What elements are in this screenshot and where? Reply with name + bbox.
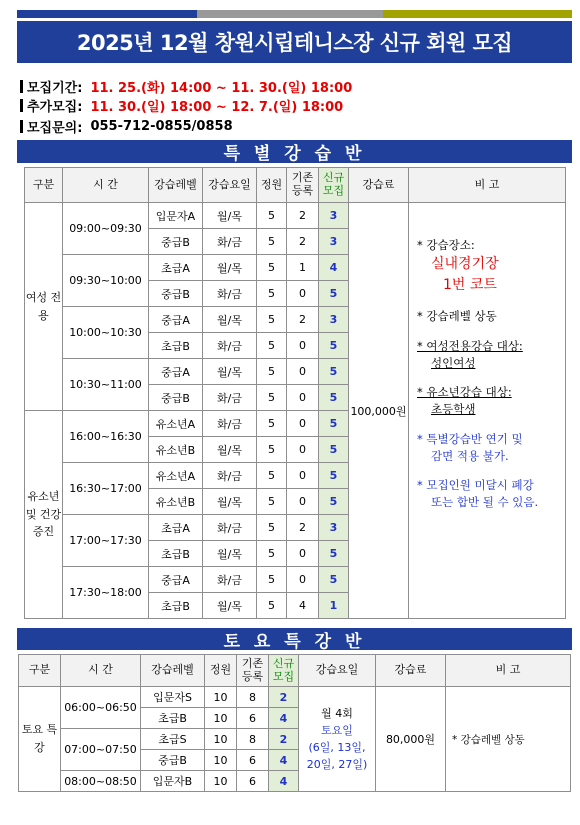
- header-level: 강습레벨: [149, 168, 203, 203]
- header-time: 시 간: [63, 168, 149, 203]
- new-cell: 5: [319, 567, 349, 593]
- day-cell: 화/금: [203, 333, 257, 359]
- info-value: 055-712-0855/0858: [90, 119, 233, 134]
- new-cell: 3: [319, 307, 349, 333]
- level-cell: 중급B: [149, 385, 203, 411]
- note-ext-1: * 특별강습반 연기 및: [417, 431, 523, 446]
- header-capacity: 정원: [205, 655, 237, 687]
- new-cell: 5: [319, 411, 349, 437]
- special-banner: 특 별 강 습 반: [17, 140, 572, 163]
- header-gubun: 구분: [19, 655, 61, 687]
- new-cell: 5: [319, 541, 349, 567]
- bullet-bar: [20, 99, 23, 112]
- info-label: 모집문의:: [27, 121, 83, 136]
- note-min-2: 또는 합반 될 수 있음.: [431, 495, 539, 510]
- level-cell: 초급A: [149, 255, 203, 281]
- level-cell: 중급A: [149, 359, 203, 385]
- note-women-label: * 여성전용강습 대상:: [417, 338, 523, 353]
- level-cell: 초급B: [149, 593, 203, 619]
- new-cell: 5: [319, 359, 349, 385]
- existing-cell: 6: [237, 771, 269, 792]
- header-gubun: 구분: [25, 168, 63, 203]
- note-women-target: 성인여성: [431, 355, 476, 370]
- header-note: 비 고: [409, 168, 566, 203]
- bar-blue: [17, 10, 197, 18]
- top-color-bar: [17, 10, 572, 18]
- page-title: 2025년 12월 창원시립테니스장 신규 회원 모집: [17, 21, 572, 63]
- existing-cell: 0: [287, 359, 319, 385]
- day-cell: 월/목: [203, 593, 257, 619]
- group-name: 유소년 및 건강 증진: [25, 411, 63, 619]
- day-cell: [299, 687, 376, 792]
- existing-cell: 8: [237, 729, 269, 750]
- capacity-cell: 5: [257, 567, 287, 593]
- existing-cell: 0: [287, 541, 319, 567]
- header-existing: 기존 등록: [237, 655, 269, 687]
- info-value: 11. 30.(일) 18:00 ~ 12. 7.(일) 18:00: [90, 100, 344, 115]
- header-new: 신규 모집: [319, 168, 349, 203]
- existing-cell: 0: [287, 385, 319, 411]
- bar-gray: [197, 10, 383, 18]
- existing-cell: 0: [287, 281, 319, 307]
- capacity-cell: 5: [257, 359, 287, 385]
- new-cell: 5: [319, 281, 349, 307]
- new-cell: 4: [269, 708, 299, 729]
- time-slot: 07:00~07:50: [61, 729, 141, 771]
- day-line-1: 월 4회: [321, 706, 353, 720]
- info-period: [20, 77, 352, 96]
- capacity-cell: 5: [257, 229, 287, 255]
- level-cell: 초급S: [141, 729, 205, 750]
- day-line-4: 20일, 27일): [306, 758, 368, 772]
- new-cell: 4: [319, 255, 349, 281]
- capacity-cell: 5: [257, 281, 287, 307]
- capacity-cell: 10: [205, 708, 237, 729]
- group-name: 여성 전용: [25, 203, 63, 411]
- existing-cell: 0: [287, 333, 319, 359]
- day-cell: 화/금: [203, 281, 257, 307]
- day-cell: 월/목: [203, 307, 257, 333]
- header-capacity: 정원: [257, 168, 287, 203]
- new-cell: 3: [319, 229, 349, 255]
- time-slot: 09:00~09:30: [63, 203, 149, 255]
- saturday-banner: 토 요 특 강 반: [17, 628, 572, 650]
- level-cell: 중급B: [141, 750, 205, 771]
- capacity-cell: 5: [257, 463, 287, 489]
- day-line-3: (6일, 13일,: [308, 741, 366, 754]
- level-cell: 입문자B: [141, 771, 205, 792]
- bullet-bar: [20, 120, 23, 133]
- note-place-2: 1번 코트: [443, 277, 497, 294]
- header-time: 시 간: [61, 655, 141, 687]
- level-cell: 유소년B: [149, 437, 203, 463]
- existing-cell: 2: [287, 515, 319, 541]
- header-day: 강습요일: [203, 168, 257, 203]
- level-cell: 중급A: [149, 567, 203, 593]
- day-line-2: 토요일: [321, 723, 353, 737]
- new-cell: 5: [319, 437, 349, 463]
- new-cell: 5: [319, 463, 349, 489]
- day-cell: 화/금: [203, 515, 257, 541]
- capacity-cell: 5: [257, 203, 287, 229]
- level-cell: 초급A: [149, 515, 203, 541]
- existing-cell: 0: [287, 489, 319, 515]
- existing-cell: 2: [287, 307, 319, 333]
- capacity-cell: 5: [257, 489, 287, 515]
- note-min-1: * 모집인원 미달시 폐강: [417, 478, 534, 492]
- time-slot: 10:00~10:30: [63, 307, 149, 359]
- new-cell: 2: [269, 687, 299, 708]
- day-cell: 화/금: [203, 385, 257, 411]
- level-cell: 입문자S: [141, 687, 205, 708]
- capacity-cell: 5: [257, 307, 287, 333]
- header-fee: 강습료: [349, 168, 409, 203]
- capacity-cell: 5: [257, 437, 287, 463]
- saturday-class-table: [18, 654, 571, 792]
- header-existing: 기존 등록: [287, 168, 319, 203]
- day-cell: 화/금: [203, 463, 257, 489]
- new-cell: 2: [269, 729, 299, 750]
- time-slot: 16:30~17:00: [63, 463, 149, 515]
- new-cell: 4: [269, 771, 299, 792]
- capacity-cell: 5: [257, 385, 287, 411]
- level-cell: 중급A: [149, 307, 203, 333]
- note-place-label: * 강습장소:: [417, 238, 475, 252]
- existing-cell: 8: [237, 687, 269, 708]
- day-cell: 월/목: [203, 255, 257, 281]
- time-slot: 10:30~11:00: [63, 359, 149, 411]
- existing-cell: 0: [287, 567, 319, 593]
- new-cell: 5: [319, 333, 349, 359]
- notes-cell: [409, 203, 566, 619]
- new-cell: 3: [319, 515, 349, 541]
- existing-cell: 1: [287, 255, 319, 281]
- time-slot: 06:00~06:50: [61, 687, 141, 729]
- notes-cell: * 강습레벨 상동: [446, 687, 571, 792]
- group-name: 토요 특강: [19, 687, 61, 792]
- table-row: [19, 687, 571, 708]
- info-contact: [20, 117, 233, 136]
- fee-cell: 80,000원: [376, 687, 446, 792]
- capacity-cell: 10: [205, 750, 237, 771]
- capacity-cell: 10: [205, 729, 237, 750]
- header-new: 신규 모집: [269, 655, 299, 687]
- time-slot: 08:00~08:50: [61, 771, 141, 792]
- header-fee: 강습료: [376, 655, 446, 687]
- info-value: 11. 25.(화) 14:00 ~ 11. 30.(일) 18:00: [90, 81, 353, 96]
- new-cell: 1: [319, 593, 349, 619]
- time-slot: 17:00~17:30: [63, 515, 149, 567]
- capacity-cell: 5: [257, 411, 287, 437]
- existing-cell: 4: [287, 593, 319, 619]
- day-cell: 화/금: [203, 411, 257, 437]
- note-ext-2: 감면 적용 불가.: [431, 448, 509, 463]
- level-cell: 초급B: [149, 333, 203, 359]
- day-cell: 화/금: [203, 229, 257, 255]
- note-youth-target: 초등학생: [431, 402, 476, 417]
- existing-cell: 0: [287, 411, 319, 437]
- table-row: [25, 203, 566, 229]
- existing-cell: 6: [237, 750, 269, 771]
- existing-cell: 0: [287, 463, 319, 489]
- day-cell: 월/목: [203, 203, 257, 229]
- existing-cell: 2: [287, 229, 319, 255]
- note-place-1: 실내경기장: [431, 256, 499, 273]
- existing-cell: 0: [287, 437, 319, 463]
- level-cell: 초급B: [149, 541, 203, 567]
- level-cell: 유소년A: [149, 411, 203, 437]
- level-cell: 유소년A: [149, 463, 203, 489]
- day-cell: 월/목: [203, 489, 257, 515]
- fee-cell: 100,000원: [349, 203, 409, 619]
- capacity-cell: 10: [205, 771, 237, 792]
- level-cell: 중급B: [149, 281, 203, 307]
- capacity-cell: 10: [205, 687, 237, 708]
- level-cell: 유소년B: [149, 489, 203, 515]
- header-day: 강습요일: [299, 655, 376, 687]
- day-cell: 월/목: [203, 359, 257, 385]
- info-label: 모집기간:: [27, 81, 83, 96]
- new-cell: 4: [269, 750, 299, 771]
- day-cell: 월/목: [203, 437, 257, 463]
- level-cell: 중급B: [149, 229, 203, 255]
- note-youth-label: * 유소년강습 대상:: [417, 385, 512, 399]
- day-cell: 월/목: [203, 541, 257, 567]
- special-class-table: [24, 167, 566, 619]
- day-cell: 화/금: [203, 567, 257, 593]
- new-cell: 5: [319, 489, 349, 515]
- capacity-cell: 5: [257, 541, 287, 567]
- info-label: 추가모집:: [27, 100, 83, 115]
- time-slot: 16:00~16:30: [63, 411, 149, 463]
- existing-cell: 2: [287, 203, 319, 229]
- capacity-cell: 5: [257, 255, 287, 281]
- bar-olive: [383, 10, 572, 18]
- time-slot: 17:30~18:00: [63, 567, 149, 619]
- info-extra: [20, 96, 343, 115]
- note-level: * 강습레벨 상동: [417, 309, 497, 324]
- level-cell: 초급B: [141, 708, 205, 729]
- capacity-cell: 5: [257, 333, 287, 359]
- header-note: 비 고: [446, 655, 571, 687]
- bullet-bar: [20, 80, 23, 93]
- time-slot: 09:30~10:00: [63, 255, 149, 307]
- capacity-cell: 5: [257, 515, 287, 541]
- capacity-cell: 5: [257, 593, 287, 619]
- existing-cell: 6: [237, 708, 269, 729]
- level-cell: 입문자A: [149, 203, 203, 229]
- new-cell: 3: [319, 203, 349, 229]
- new-cell: 5: [319, 385, 349, 411]
- header-level: 강습레벨: [141, 655, 205, 687]
